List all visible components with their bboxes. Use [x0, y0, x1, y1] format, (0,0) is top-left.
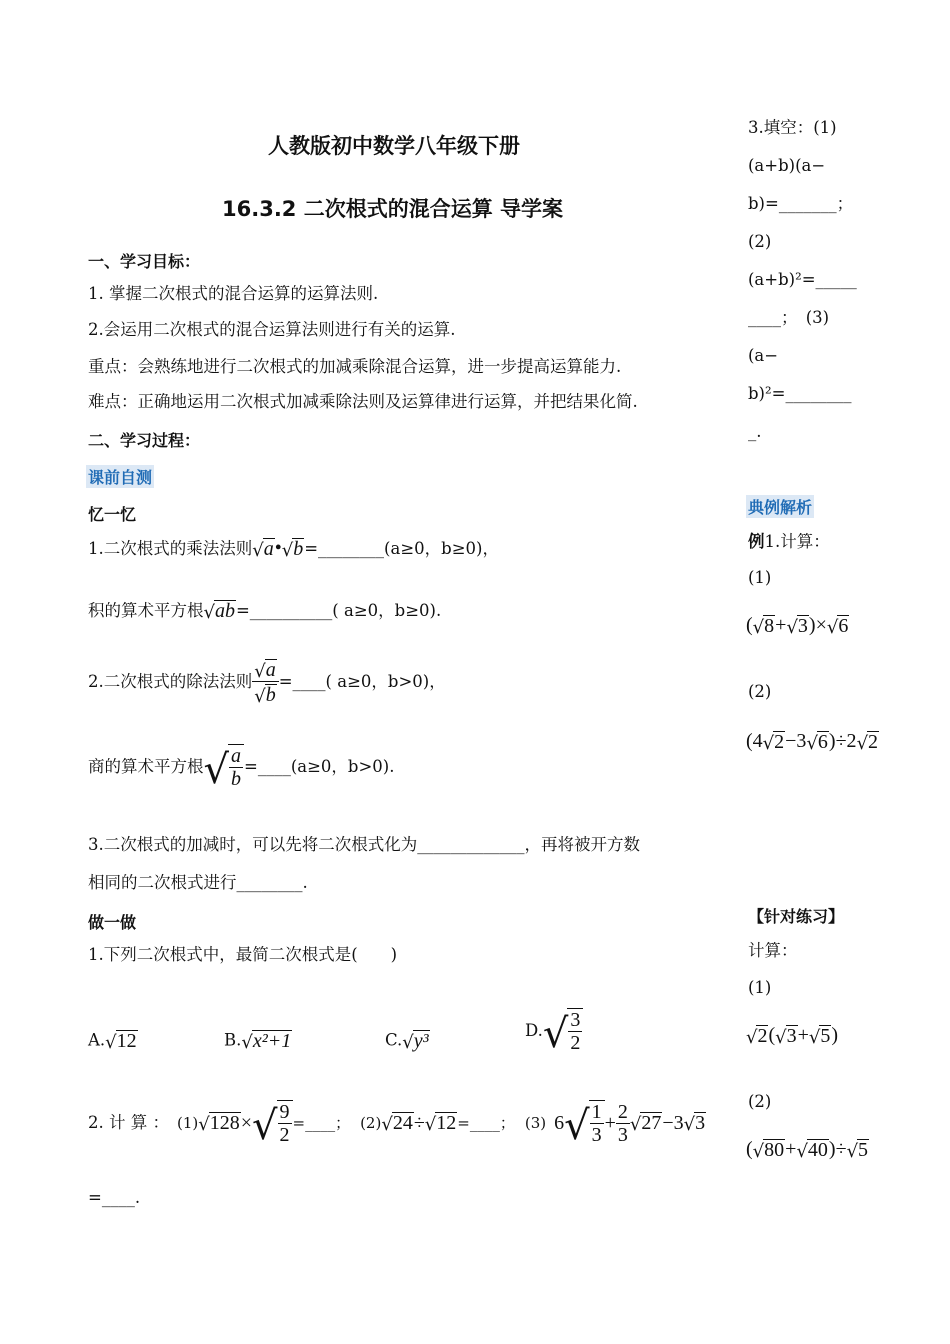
page-subtitle: 16.3.2 二次根式的混合运算 导学案: [222, 197, 564, 221]
fill-line-2: (a+b)(a−: [748, 156, 826, 175]
recall-1: [88, 538, 499, 560]
goals-heading: 一、学习目标：: [88, 252, 201, 271]
quotient-rule-fraction: √ a √ b: [252, 658, 278, 706]
recall-1b-suffix: =__________( a≥0，b≥0).: [235, 601, 442, 620]
recall-3-line-1: 3.二次根式的加减时，可以先将二次根式化为_____________，再将被开方数: [88, 835, 640, 854]
example-expr-2: (4 √ 2 −3 √ 6 )÷2 √ 2: [746, 730, 879, 755]
example-part-2: (2): [748, 682, 772, 701]
sqrt-ab: √ ab: [203, 600, 235, 624]
fill-line-1: 3.填空：(1): [748, 118, 837, 137]
example-part-1: (1): [748, 568, 772, 587]
examples-heading: 典例解析: [746, 495, 814, 518]
recall-1b: [88, 600, 441, 622]
recall-2b-suffix: =____(a≥0，b>0).: [244, 757, 395, 776]
practice-part-1: (1): [748, 978, 772, 997]
option-d: D. √ $\frac{3}{2}$: [525, 1008, 583, 1054]
sqrt-a-over-b: √ $\frac{a}{b}$: [204, 744, 245, 790]
fill-line-7: (a−: [748, 346, 779, 365]
recall-2b-prefix: 商的算术平方根: [88, 757, 204, 776]
fill-line-8: b)²=________: [748, 384, 852, 403]
do-2-end: =____.: [88, 1188, 141, 1207]
do-2: 2. 计 算 ： (1) √ 128 × √ $\frac{9}{2}$ =____； (2) √ 24 ÷ √ 12 =____； (3) 6 √ $\frac{1}{3}$ + $\frac{2}{3}$ √ 27 −3 √ 3: [88, 1100, 706, 1149]
option-b: B. √ x²+1: [224, 1030, 292, 1053]
fill-line-4: (2): [748, 232, 772, 251]
goal-1: 1. 掌握二次根式的混合运算的运算法则.: [88, 284, 379, 303]
recall-1-prefix: 1.二次根式的乘法法则: [88, 539, 253, 558]
recall-3-line-2: 相同的二次根式进行________.: [88, 873, 308, 892]
do-1: 1.下列二次根式中，最简二次根式是( ): [88, 945, 398, 964]
key-point: 重点：会熟练地进行二次根式的加减乘除混合运算，进一步提高运算能力.: [88, 357, 622, 376]
process-heading: 二、学习过程：: [88, 431, 201, 450]
fill-line-6: ____； (3): [748, 308, 830, 327]
practice-part-2: (2): [748, 1092, 772, 1111]
recall-1-suffix: =________(a≥0，b≥0)，: [304, 539, 499, 558]
recall-2b: [88, 744, 395, 793]
practice-calc: 计算：: [748, 941, 798, 960]
practice-expr-2: ( √ 80 + √ 40 )÷ √ 5: [746, 1138, 869, 1163]
pre-test-heading: 课前自测: [86, 465, 154, 488]
fill-line-5: (a+b)²=_____: [748, 270, 857, 289]
recall-2: [88, 658, 446, 706]
option-a: A. √ 12: [88, 1030, 137, 1053]
fill-line-9: _.: [748, 422, 762, 441]
product-rule-formula: √ a • √ b: [252, 537, 304, 562]
difficulty: 难点：正确地运用二次根式加减乘除法则及运算律进行运算，并把结果化简.: [88, 392, 638, 411]
example-expr-1: ( √ 8 + √ 3 )× √ 6: [746, 614, 849, 639]
option-c: C. √ y³: [385, 1030, 429, 1053]
goal-2: 2.会运用二次根式的混合运算法则进行有关的运算.: [88, 320, 456, 339]
page-title: 人教版初中数学八年级下册: [268, 134, 520, 158]
fill-line-3: b)=_______；: [748, 194, 854, 213]
example-1-heading: 例1.计算：: [748, 532, 830, 551]
recall-1b-prefix: 积的算术平方根: [88, 601, 204, 620]
practice-expr-1: √ 2 ( √ 3 + √ 5 ): [746, 1024, 839, 1049]
recall-2-prefix: 2.二次根式的除法法则: [88, 671, 253, 691]
do-heading: 做一做: [88, 913, 137, 932]
recall-heading: 忆一忆: [88, 505, 137, 524]
recall-2-suffix: =____( a≥0，b>0)，: [278, 671, 446, 691]
practice-heading: 【针对练习】: [748, 907, 845, 926]
